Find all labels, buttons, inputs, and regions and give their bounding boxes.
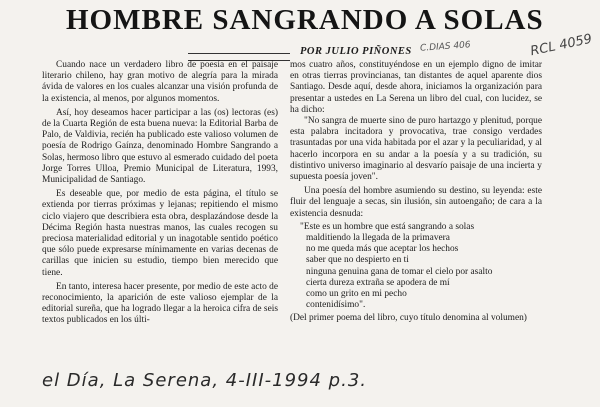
handwritten-side-note: RCL 4059 bbox=[529, 31, 594, 60]
poem-line: contenidísimo". bbox=[306, 300, 366, 311]
poem-note: (Del primer poema del libro, cuyo título denomina al volumen) bbox=[290, 313, 527, 324]
paragraph: Una poesía del hombre asumiendo su destino, su leyenda: este fluir del lenguaje a secas, sin ilusión, sin autoengaño; de cara a la existencia desnuda: bbox=[290, 186, 542, 219]
paragraph: Es deseable que, por medio de esta página, el título se extienda por tierras próximas y lejanas; repitiendo el mismo ciclo viajero que describiera esta obra, desplazándose desde la Décima Región hasta nuestras manos, las cuales recogen su preciosa materialidad editorial y un inagotable sentido poético que sólo puede expresarse mínimamente en varias decenas de carillas que inicien su estudio, tiempo bien merecido que tiene. bbox=[42, 189, 278, 278]
poem-line: saber que no despierto en ti bbox=[306, 255, 409, 266]
poem-line: ninguna genuina gana de tomar el cielo por asalto bbox=[306, 266, 493, 277]
poem-line: malditiendo la llegada de la primavera bbox=[306, 233, 450, 244]
quote-paragraph: "No sangra de muerte sino de puro hartazgo y plenitud, porque esta palabra incitadora y provocativa, trae consigo verdades trasuntadas por una vida habitada por el azar y la peculiaridad, y al hacerlo incorpora en su andar a la poesía y a su tradición, su distintivo universo imaginario al desvarío paisaje de una incierta y supuesta poesía joven". bbox=[290, 116, 542, 183]
paragraph: mos cuatro años, constituyéndose en un ejemplo digno de imitar en otras tierras provincianas, tan distantes de aquel aparente dios Santiago. Desde aquí, desde ahora, iniciamos la organización para presentar a ustedes en La Serena un libro del cual, con lucidez, se ha dicho: bbox=[290, 60, 542, 115]
poem-excerpt bbox=[300, 222, 542, 312]
poem-line: como un grito en mi pecho bbox=[306, 289, 407, 300]
handwritten-top-note: C.DIAS 406 bbox=[419, 40, 471, 54]
paragraph: Así, hoy deseamos hacer participar a las (os) lectoras (es) de la Cuarta Región de esta buena nueva: la Editorial Barba de Palo, de Valdivia, recién ha publicado este valioso volumen de poesía de Rodrigo Gaínza, denominado Hombre Sangrando a Solas, hermoso libro que estuvo al esmerado cuidado del poeta Jorge Torres Ulloa, Premio Municipal de Literatura, 1993, Municipalidad de Santiago. bbox=[42, 107, 278, 186]
handwritten-citation: el Día, La Serena, 4-III-1994 p.3. bbox=[42, 370, 367, 391]
poem-line: no me queda más que aceptar los hechos bbox=[306, 244, 459, 255]
byline: POR JULIO PIÑONES bbox=[300, 46, 412, 57]
paragraph: Cuando nace un verdadero libro de poesía en el paisaje literario chileno, hay gran motivo de alegría para la mirada ávida de valores en los cuales alcanzar una visión profunda de la existencia, al menos, por algunos momentos. bbox=[42, 60, 278, 104]
poem-line: cierta dureza extraña se apodera de mí bbox=[306, 277, 450, 288]
poem-line: "Este es un hombre que está sangrando a solas bbox=[300, 221, 475, 232]
article-title: HOMBRE SANGRANDO A SOLAS bbox=[66, 4, 544, 36]
column-left bbox=[42, 60, 278, 327]
column-right bbox=[290, 60, 542, 325]
paragraph: En tanto, interesa hacer presente, por medio de este acto de reconocimiento, la aparición de este valioso ejemplar de la editorial sureña, que ha logrado llegar a la heroica cifra de seis textos publicados en los últi- bbox=[42, 281, 278, 326]
